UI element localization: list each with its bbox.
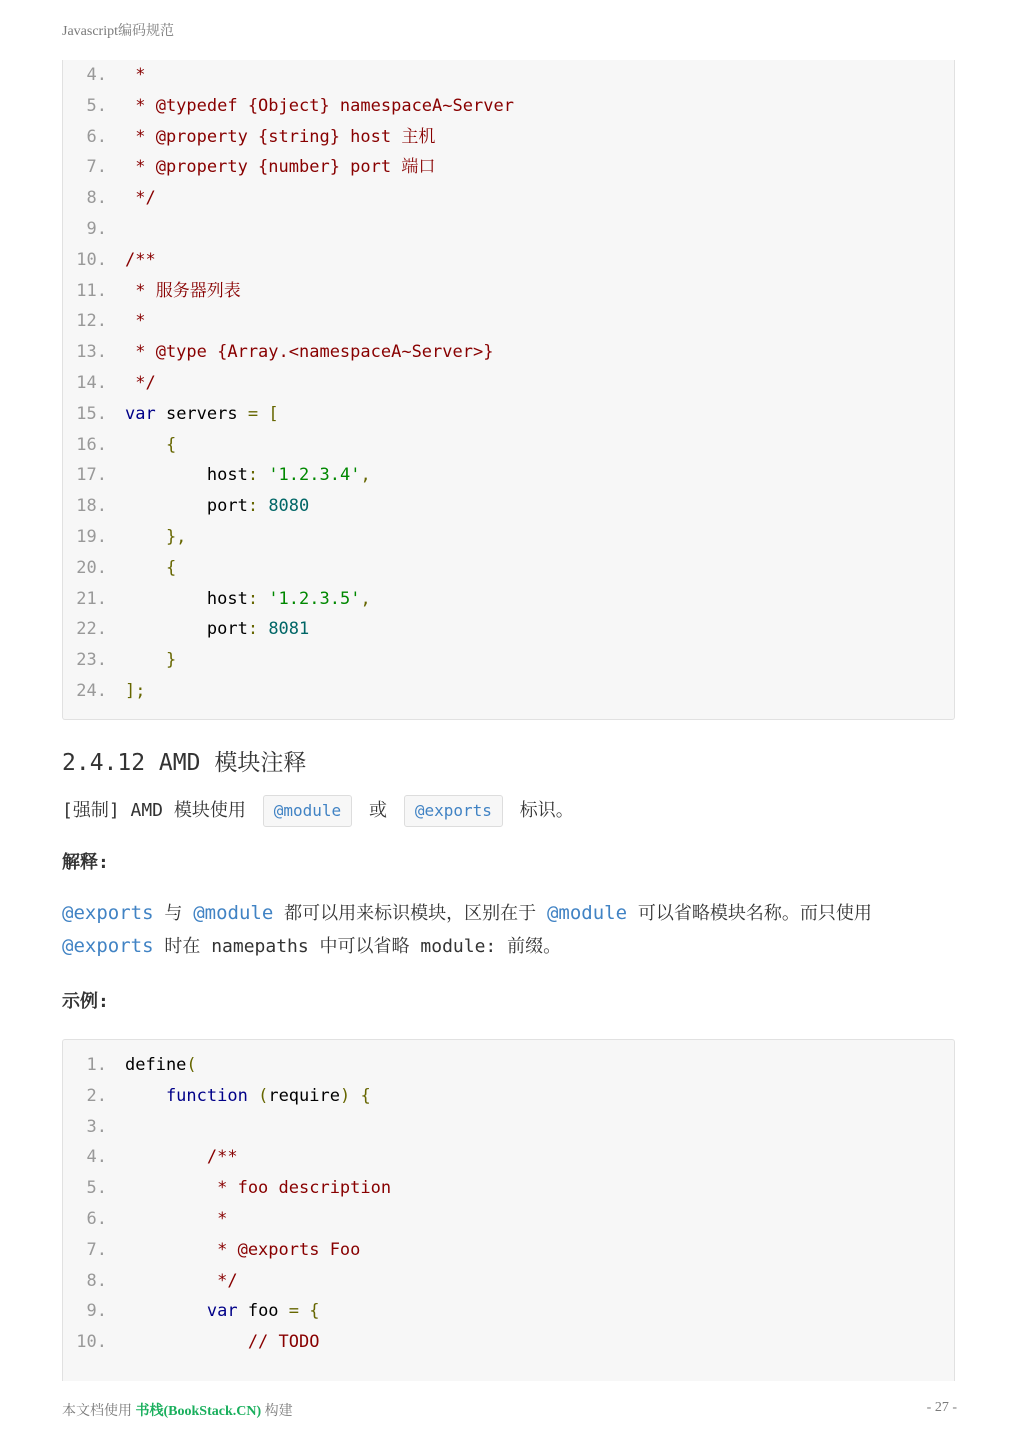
code-token: foo — [237, 1301, 289, 1322]
page-number: - 27 - — [926, 1400, 957, 1415]
code-text — [125, 122, 435, 153]
code-token: port — [125, 619, 248, 640]
inline-code-exports: @exports — [404, 795, 503, 827]
line-number: 4. — [86, 1147, 107, 1168]
explain-text: 可以省略模块名称。而只使用 — [627, 903, 872, 924]
code-token: '1.2.3.5' — [268, 588, 361, 609]
line-number: 13. — [76, 342, 107, 363]
code-text — [125, 1081, 371, 1112]
line-number: 9. — [86, 218, 107, 239]
footer-brand-link[interactable]: 书栈(BookStack.CN) — [135, 1404, 262, 1419]
footer-suffix: 构建 — [261, 1404, 293, 1419]
code-token: { — [125, 434, 177, 455]
code-text — [125, 1204, 227, 1235]
line-number: 18. — [76, 496, 107, 517]
code-line — [63, 368, 954, 399]
code-line — [63, 245, 954, 276]
code-token: define — [125, 1055, 187, 1075]
code-line — [63, 1173, 954, 1204]
line-number: 6. — [86, 1208, 107, 1229]
code-text — [125, 1235, 360, 1266]
code-token: /** — [125, 249, 156, 270]
line-number: 10. — [76, 1332, 107, 1353]
code-block-define — [62, 1039, 955, 1381]
code-text — [125, 430, 176, 461]
code-text — [125, 584, 371, 615]
code-token: : — [247, 588, 269, 609]
code-token: * — [125, 311, 146, 332]
example-label: 示例: — [62, 991, 109, 1012]
code-line — [63, 1112, 954, 1143]
rule-prefix: [强制] AMD 模块使用 — [62, 800, 246, 821]
line-number: 21. — [76, 588, 107, 609]
rule-paragraph — [62, 794, 574, 828]
code-token — [248, 1086, 258, 1106]
line-number: 20. — [76, 557, 107, 578]
code-text — [125, 1050, 197, 1081]
code-token: ]; — [125, 680, 146, 701]
code-token: * @property {string} host 主机 — [125, 126, 436, 147]
footer-prefix: 本文档使用 — [62, 1404, 136, 1419]
code-line — [63, 491, 954, 522]
code-text — [125, 337, 493, 368]
code-text — [125, 1327, 319, 1358]
line-number: 9. — [86, 1301, 107, 1322]
inline-code-module: @module — [263, 795, 352, 827]
code-line — [63, 1081, 954, 1112]
code-text — [125, 91, 514, 122]
line-number: 10. — [76, 249, 107, 270]
code-token: { — [125, 557, 177, 578]
line-number: 7. — [86, 157, 107, 178]
code-line — [63, 1142, 954, 1173]
code-token: ( — [186, 1055, 197, 1075]
code-line — [63, 399, 954, 430]
line-number: 22. — [76, 619, 107, 640]
code-text — [125, 460, 371, 491]
code-text — [125, 245, 156, 276]
code-token: * — [125, 65, 146, 85]
code-lines — [63, 1050, 954, 1358]
line-number: 3. — [86, 1116, 107, 1137]
code-line — [63, 430, 954, 461]
code-token: function — [125, 1085, 248, 1106]
code-text — [125, 676, 145, 707]
code-token: '1.2.3.4' — [268, 465, 361, 486]
code-line — [63, 91, 954, 122]
code-token: = [ — [247, 403, 279, 424]
code-token: = { — [288, 1301, 320, 1322]
page-footer — [62, 1400, 293, 1420]
tag-module: @module — [193, 902, 274, 924]
code-token: : — [247, 496, 269, 517]
code-line — [63, 214, 954, 245]
page-header-title: Javascript编码规范 — [62, 24, 174, 39]
code-token: * @property {number} port 端口 — [125, 157, 436, 178]
code-token: }, — [125, 526, 187, 547]
code-text — [125, 553, 176, 584]
code-token: var — [125, 403, 156, 424]
code-token: * @typedef {Object} namespaceA~Server — [125, 95, 514, 116]
line-number: 24. — [76, 680, 107, 701]
code-token: /** — [125, 1147, 238, 1168]
code-line — [63, 152, 954, 183]
code-line — [63, 306, 954, 337]
code-line — [63, 522, 954, 553]
code-token: */ — [125, 188, 156, 209]
explain-text: 与 — [153, 903, 194, 924]
code-token: * @type {Array.<namespaceA~Server>} — [125, 342, 494, 363]
line-number: 19. — [76, 526, 107, 547]
code-token: : — [247, 465, 269, 486]
code-text — [125, 183, 156, 214]
code-line — [63, 1327, 954, 1358]
code-token: host — [125, 465, 248, 486]
code-line — [63, 1050, 954, 1081]
code-line — [63, 614, 954, 645]
code-line — [63, 337, 954, 368]
code-token: , — [360, 465, 371, 486]
code-token: : — [247, 619, 269, 640]
code-token: 8081 — [268, 619, 310, 640]
code-text — [125, 306, 145, 337]
line-number: 6. — [86, 126, 107, 147]
line-number: 23. — [76, 650, 107, 671]
line-number: 5. — [86, 95, 107, 116]
code-token: * @exports Foo — [125, 1239, 361, 1260]
line-number: 11. — [76, 280, 107, 301]
line-number: 7. — [86, 1239, 107, 1260]
code-token: require — [268, 1085, 340, 1106]
code-lines — [63, 60, 954, 707]
code-token: */ — [125, 1270, 238, 1291]
code-line — [63, 60, 954, 91]
code-line — [63, 1266, 954, 1297]
code-token: ( — [258, 1085, 269, 1106]
code-text — [125, 522, 186, 553]
code-text — [125, 368, 156, 399]
line-number: 4. — [86, 65, 107, 85]
code-line — [63, 183, 954, 214]
code-line — [63, 1296, 954, 1327]
code-text — [125, 152, 435, 183]
code-text — [125, 1173, 391, 1204]
code-text — [125, 60, 145, 91]
line-number: 16. — [76, 434, 107, 455]
line-number: 17. — [76, 465, 107, 486]
code-line — [63, 676, 954, 707]
code-token: port — [125, 496, 248, 517]
explain-text: 都可以用来标识模块，区别在于 — [273, 903, 547, 924]
code-line — [63, 645, 954, 676]
code-text — [125, 614, 309, 645]
code-text — [125, 1142, 238, 1173]
code-line — [63, 1235, 954, 1266]
line-number: 1. — [86, 1055, 107, 1075]
explain-text: 时在 namepaths 中可以省略 module: 前缀。 — [153, 936, 562, 957]
code-token: */ — [125, 372, 156, 393]
code-line — [63, 460, 954, 491]
code-line — [63, 276, 954, 307]
code-token: * — [125, 1208, 228, 1229]
code-text — [125, 491, 309, 522]
line-number: 14. — [76, 372, 107, 393]
tag-exports: @exports — [62, 902, 154, 924]
line-number: 5. — [86, 1178, 107, 1199]
line-number: 8. — [86, 188, 107, 209]
code-token: , — [360, 588, 371, 609]
code-line — [63, 584, 954, 615]
code-line — [63, 122, 954, 153]
explain-paragraph — [62, 897, 955, 963]
rule-suffix: 标识。 — [519, 800, 574, 821]
code-text — [125, 1266, 238, 1297]
code-block-servers — [62, 60, 955, 720]
line-number: 2. — [86, 1085, 107, 1106]
code-token: } — [125, 650, 177, 671]
code-token: * foo description — [125, 1178, 392, 1199]
line-number: 8. — [86, 1270, 107, 1291]
section-heading: 2.4.12 AMD 模块注释 — [62, 750, 307, 776]
code-text — [125, 645, 176, 676]
code-token: servers — [155, 403, 248, 424]
tag-module: @module — [546, 902, 628, 924]
code-line — [63, 553, 954, 584]
code-token: ) { — [339, 1085, 371, 1106]
explain-label: 解释: — [62, 852, 109, 873]
code-token: // TODO — [125, 1332, 320, 1353]
code-token: host — [125, 588, 248, 609]
code-token: 8080 — [268, 496, 310, 517]
code-text — [125, 1296, 320, 1327]
code-token: var — [125, 1301, 238, 1322]
tag-exports: @exports — [62, 935, 154, 957]
line-number: 12. — [76, 311, 107, 332]
line-number: 15. — [76, 403, 107, 424]
code-text — [125, 399, 279, 430]
code-text — [125, 276, 241, 307]
code-token: * 服务器列表 — [125, 280, 241, 301]
code-line — [63, 1204, 954, 1235]
rule-mid: 或 — [368, 800, 387, 821]
